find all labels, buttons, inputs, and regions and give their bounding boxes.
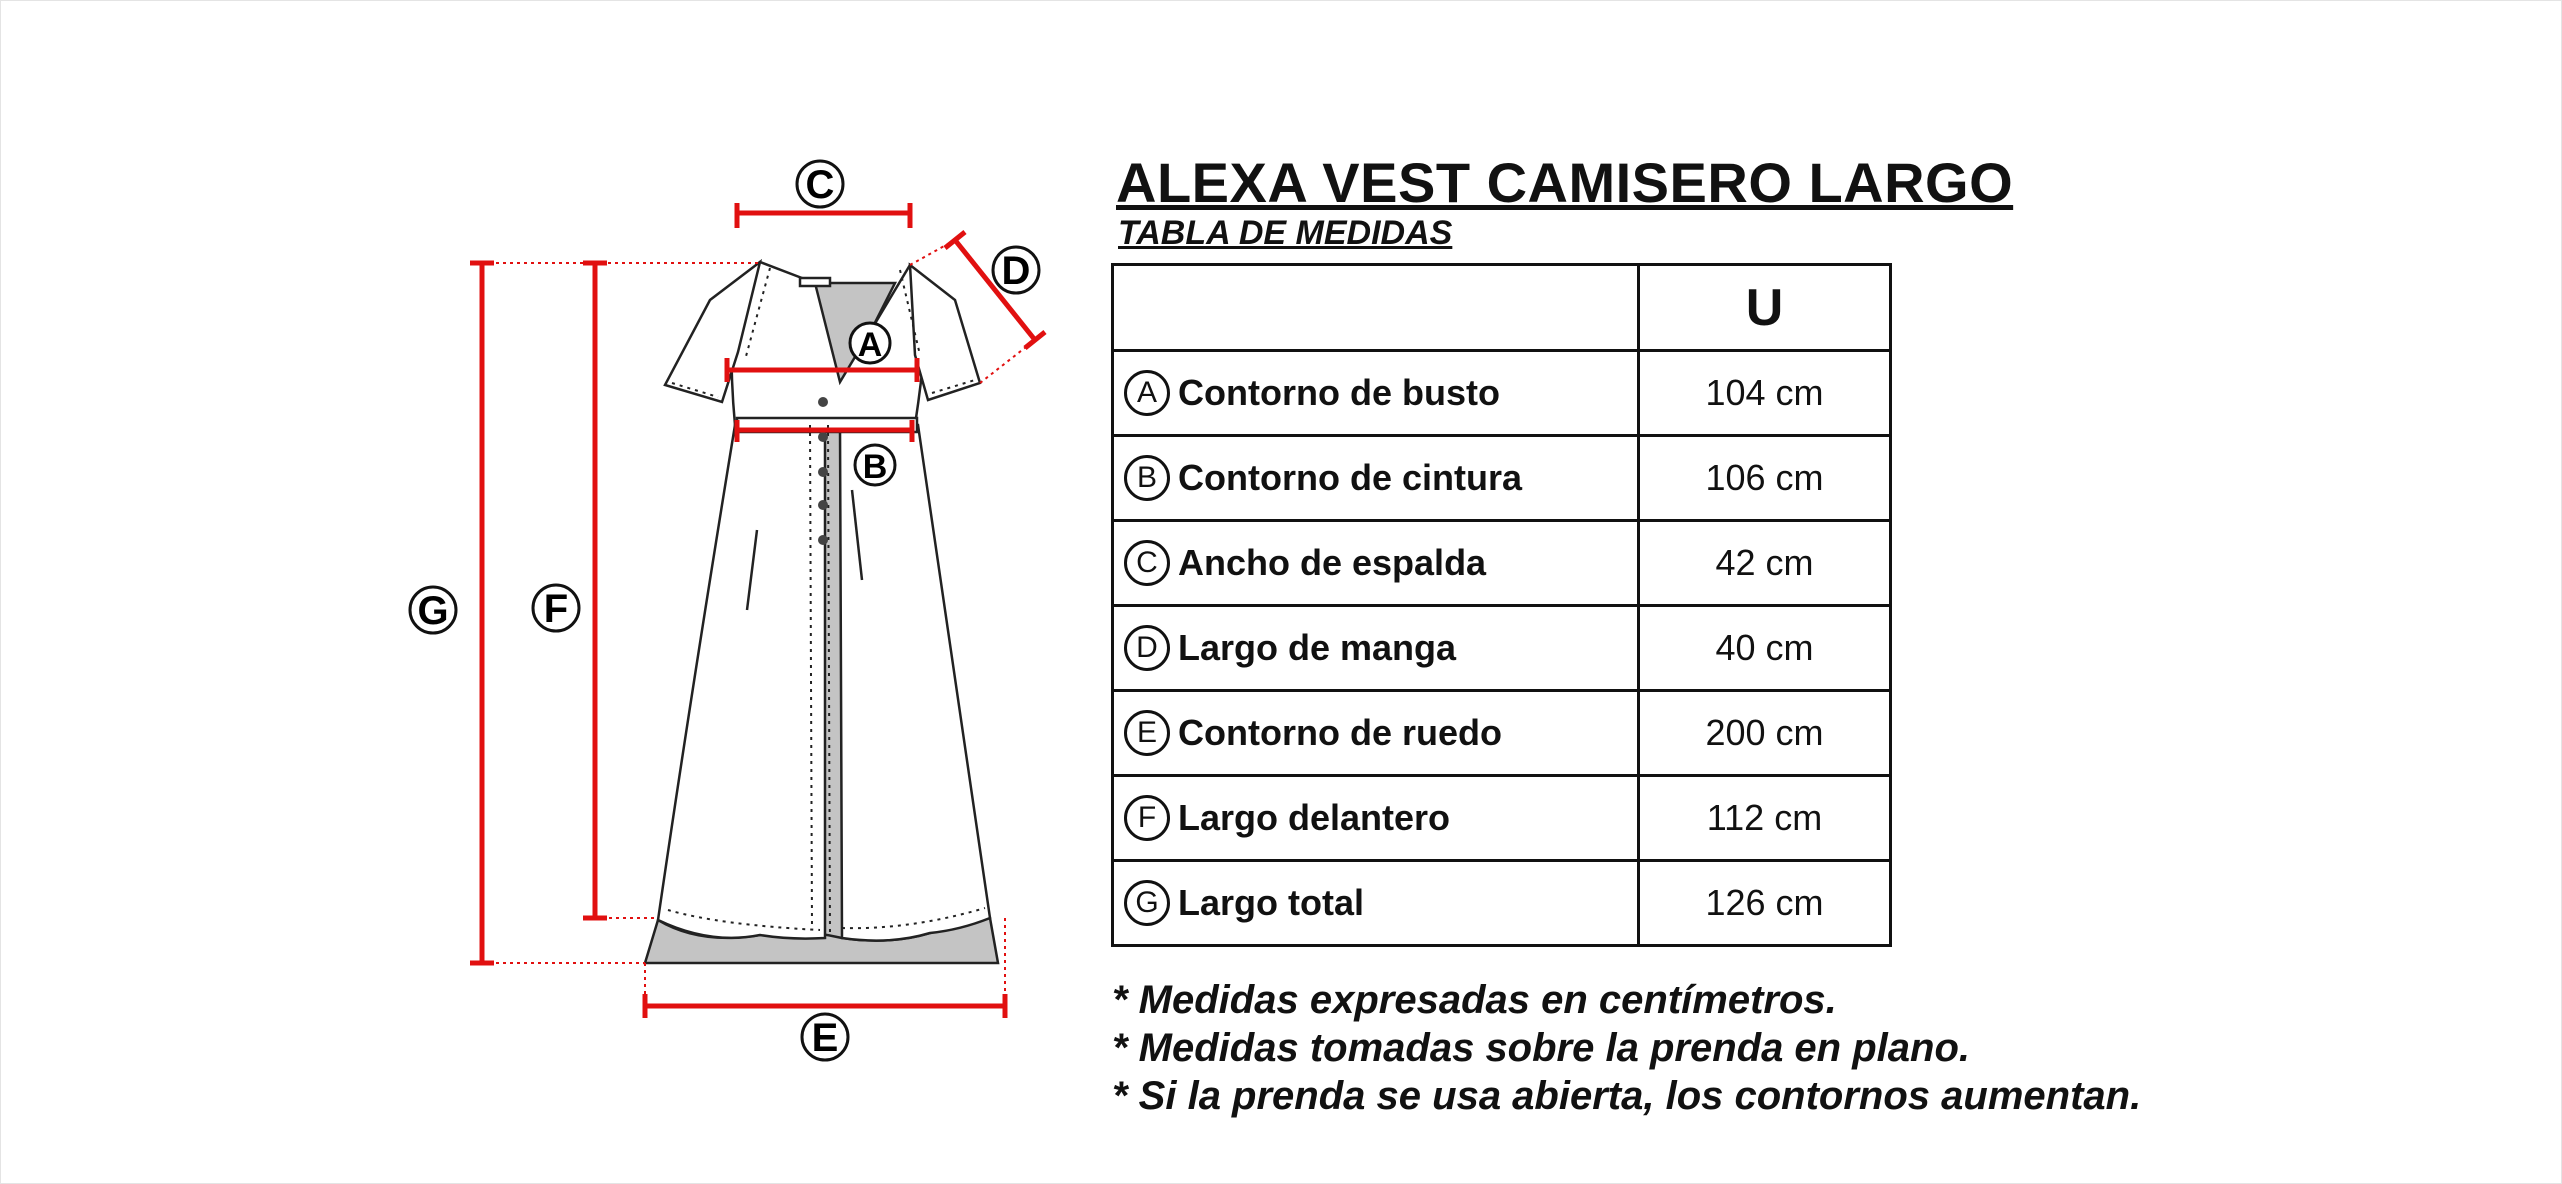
row-value: 104 cm — [1639, 351, 1891, 436]
notes-block — [1112, 976, 2141, 1120]
table-row — [1113, 776, 1891, 861]
note-line: * Medidas expresadas en centímetros. — [1112, 978, 1837, 1022]
label-g — [410, 587, 456, 633]
dress-drawing — [645, 262, 998, 963]
row-label: Ancho de espalda — [1178, 542, 1487, 583]
label-b — [855, 445, 895, 486]
skirt-right — [840, 425, 990, 941]
label-d — [993, 247, 1039, 293]
label-f — [533, 585, 579, 631]
label-a — [850, 323, 890, 364]
row-letter-badge: B — [1124, 455, 1170, 501]
row-label: Largo delantero — [1178, 797, 1451, 838]
note-line: * Medidas tomadas sobre la prenda en plano. — [1112, 1026, 1970, 1070]
svg-text:C: C — [805, 163, 835, 207]
garment-diagram — [0, 0, 1100, 1184]
row-label: Contorno de ruedo — [1178, 712, 1502, 753]
row-label: Largo de manga — [1178, 627, 1457, 668]
button-1 — [818, 397, 828, 407]
row-letter-badge: C — [1124, 540, 1170, 586]
svg-text:E: E — [811, 1016, 839, 1060]
svg-text:F: F — [543, 587, 569, 631]
row-label: Contorno de cintura — [1178, 457, 1522, 498]
table-row — [1113, 861, 1891, 946]
row-value: 200 cm — [1639, 691, 1891, 776]
row-value: 42 cm — [1639, 521, 1891, 606]
button-5 — [818, 535, 828, 545]
page-title: ALEXA VEST CAMISERO LARGO — [1116, 151, 2014, 214]
svg-text:D: D — [1001, 249, 1031, 293]
table-row — [1113, 606, 1891, 691]
header-blank-cell — [1113, 265, 1639, 351]
button-4 — [818, 500, 828, 510]
row-letter-badge: D — [1124, 625, 1170, 671]
row-value: 40 cm — [1639, 606, 1891, 691]
label-c — [797, 161, 843, 207]
table-header-row — [1113, 265, 1891, 351]
row-label: Largo total — [1178, 882, 1364, 923]
size-table — [1111, 263, 1892, 947]
page-subtitle: TABLA DE MEDIDAS — [1118, 214, 1453, 252]
row-letter-badge: G — [1124, 880, 1170, 926]
row-value: 112 cm — [1639, 776, 1891, 861]
button-2 — [818, 432, 828, 442]
svg-text:A: A — [857, 326, 883, 364]
table-row — [1113, 351, 1891, 436]
row-letter-badge: E — [1124, 710, 1170, 756]
row-letter-badge: A — [1124, 370, 1170, 416]
row-label: Contorno de busto — [1178, 372, 1500, 413]
svg-text:G: G — [417, 589, 449, 633]
note-line: * Si la prenda se usa abierta, los contornos aumentan. — [1112, 1074, 2142, 1118]
row-letter-badge: F — [1124, 795, 1170, 841]
label-e — [802, 1014, 848, 1060]
table-row — [1113, 691, 1891, 776]
table-row — [1113, 521, 1891, 606]
skirt-left — [658, 425, 825, 939]
svg-text:B: B — [862, 448, 888, 486]
table-row — [1113, 436, 1891, 521]
row-value: 106 cm — [1639, 436, 1891, 521]
row-value: 126 cm — [1639, 861, 1891, 946]
collar-tag — [800, 278, 830, 286]
header-size-cell: U — [1639, 265, 1891, 351]
button-3 — [818, 467, 828, 477]
